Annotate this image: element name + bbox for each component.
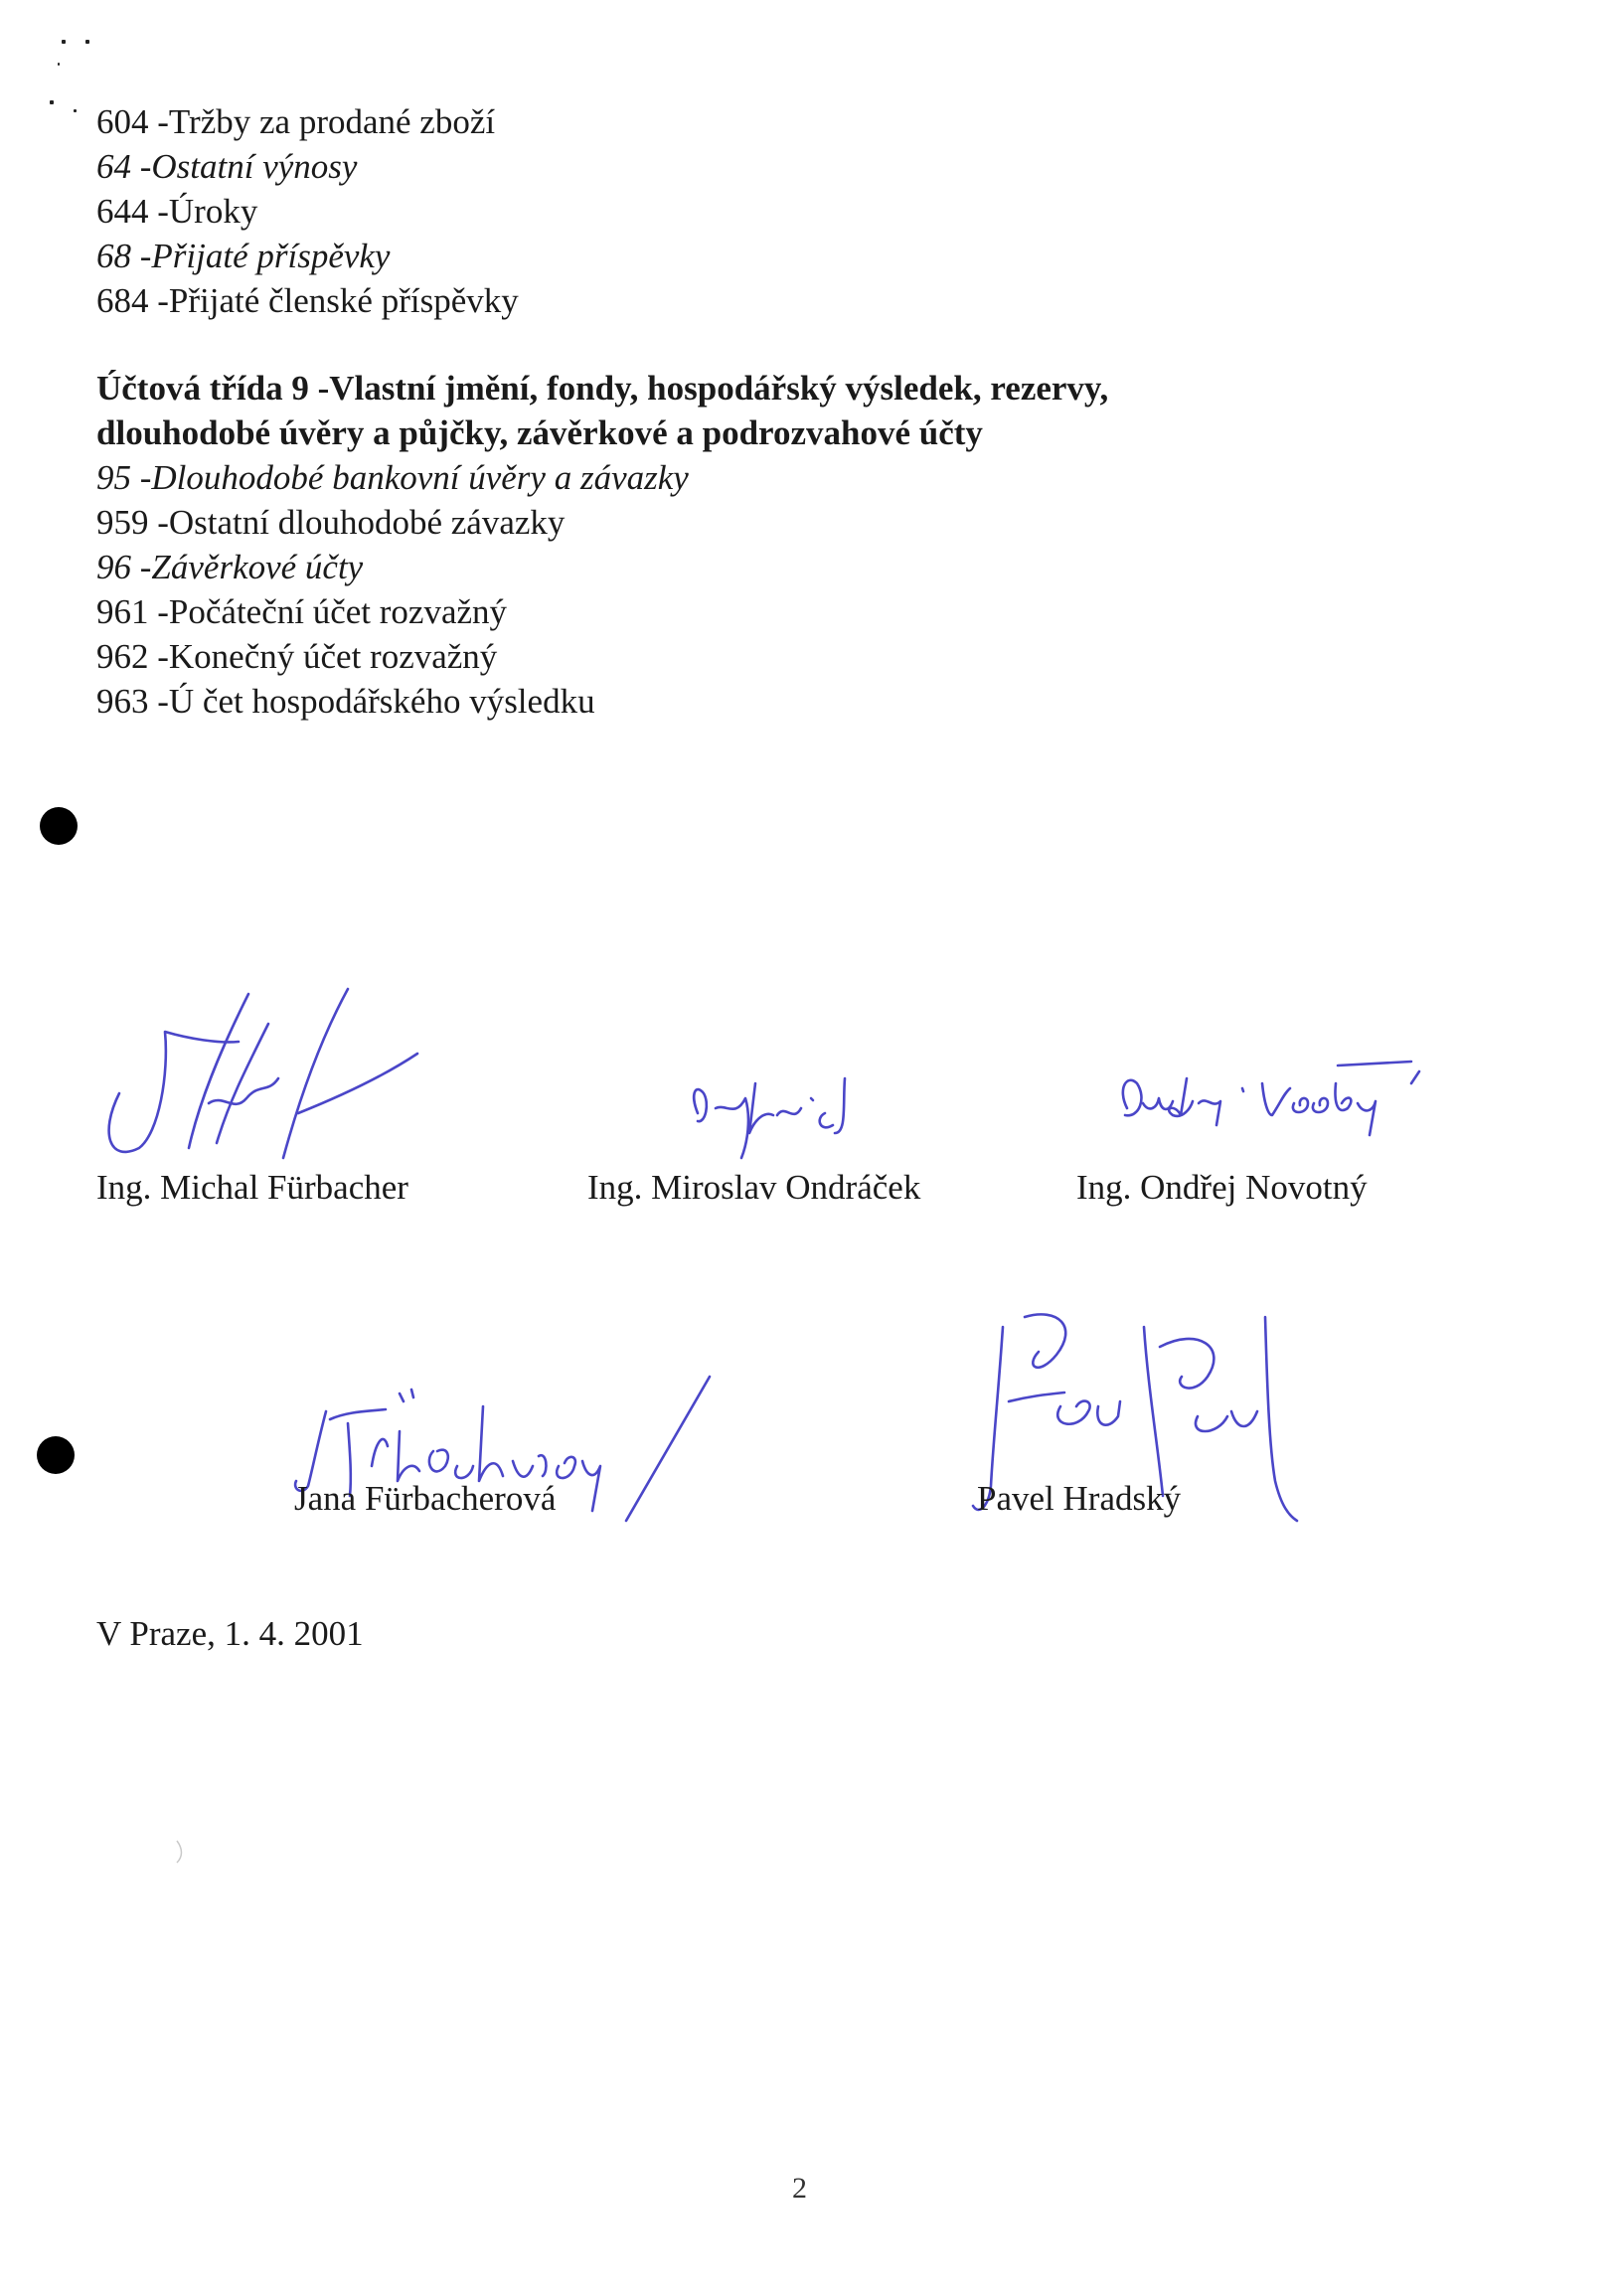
signature-novotny	[1113, 1054, 1431, 1143]
scan-speck	[74, 109, 77, 112]
signatory-name-furbacherova: Jana Fürbacherová	[294, 1479, 557, 1518]
account-group-96: 96 -Závěrkové účty	[96, 548, 364, 586]
punch-hole-lower	[37, 1436, 75, 1474]
page-number: 2	[792, 2172, 807, 2205]
signature-ondracek	[686, 1064, 885, 1173]
account-group-68: 68 -Přijaté příspěvky	[96, 237, 391, 275]
account-group-64: 64 -Ostatní výnosy	[96, 147, 358, 186]
place-and-date: V Praze, 1. 4. 2001	[96, 1614, 364, 1653]
signatory-name-hradsky: Pavel Hradský	[977, 1479, 1182, 1518]
class9-heading-line1: Účtová třída 9 -Vlastní jmění, fondy, hospodářský výsledek, rezervy,	[96, 369, 1109, 408]
signature-furbacher	[99, 984, 427, 1173]
account-962: 962 -Konečný účet rozvažný	[96, 637, 498, 676]
signatory-name-ondracek: Ing. Miroslav Ondráček	[587, 1168, 921, 1207]
account-604: 604 -Tržby za prodané zboží	[96, 102, 496, 141]
account-961: 961 -Počáteční účet rozvažný	[96, 592, 508, 631]
signatory-name-novotny: Ing. Ondřej Novotný	[1076, 1168, 1368, 1207]
account-963: 963 -Ú čet hospodářského výsledku	[96, 682, 595, 721]
account-684: 684 -Přijaté členské příspěvky	[96, 281, 519, 320]
faint-scan-mark	[175, 1839, 185, 1865]
scan-speck	[62, 40, 66, 44]
class9-heading-line2: dlouhodobé úvěry a půjčky, závěrkové a podrozvahové účty	[96, 413, 983, 452]
scan-speck	[58, 63, 60, 66]
account-644: 644 -Úroky	[96, 192, 258, 231]
scan-speck	[85, 40, 89, 44]
account-group-95: 95 -Dlouhodobé bankovní úvěry a závazky	[96, 458, 689, 497]
signatory-name-furbacher: Ing. Michal Fürbacher	[96, 1168, 408, 1207]
scan-speck	[50, 100, 54, 104]
punch-hole-upper	[40, 807, 78, 845]
account-959: 959 -Ostatní dlouhodobé závazky	[96, 503, 566, 542]
